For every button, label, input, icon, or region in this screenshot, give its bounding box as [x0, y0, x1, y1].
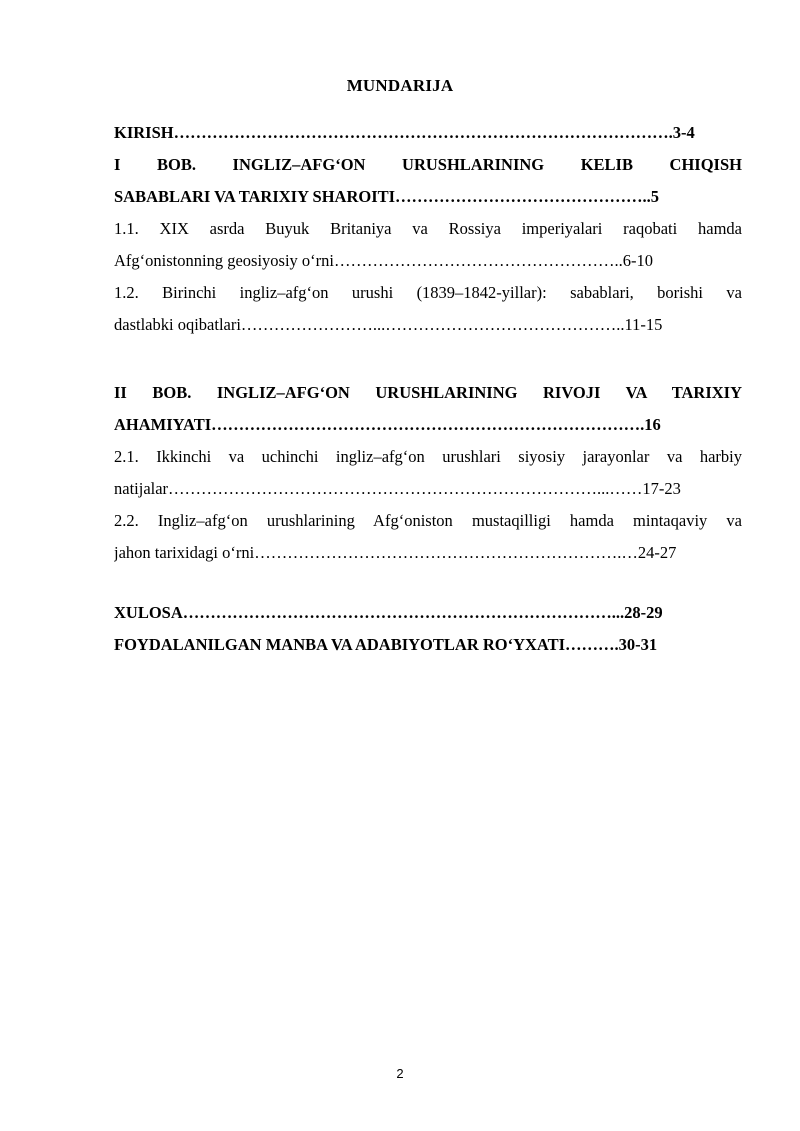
toc-entry-section-1-1-line-1: 1.1. XIX asrda Buyuk Britaniya va Rossiya imperiyalari raqobati hamda	[114, 219, 742, 238]
page-title: MUNDARIJA	[346, 76, 454, 95]
toc-entry-chapter-1-line-2: SABABLARI VA TARIXIY SHAROITI………………………………………..5	[114, 187, 660, 206]
toc-entry-section-1-2-line-1: 1.2. Birinchi ingliz–afg‘on urushi (1839–1842-yillar): sabablari, borishi va	[114, 283, 742, 302]
toc-block-chapter-1	[114, 117, 742, 341]
toc-block-end	[114, 597, 742, 661]
toc-entry-section-1-2-line-2: dastlabki oqibatlari……………………...……………………………………..11-15	[114, 315, 663, 334]
toc-entry-chapter-2-line-1: II BOB. INGLIZ–AFG‘ON URUSHLARINING RIVOJI VA TARIXIY	[114, 383, 742, 402]
toc-entry-section-2-1-line-2: natijalar……………………………………………………………………...……17-23	[114, 479, 681, 498]
toc-block-chapter-2	[114, 377, 742, 569]
toc-entry-references: FOYDALANILGAN MANBA VA ADABIYOTLAR RO‘YXATI……….30-31	[114, 635, 658, 654]
toc-entry-chapter-2-line-2: AHAMIYATI…………………………………………………………………….16	[114, 415, 661, 434]
toc-entry-section-2-2-line-1: 2.2. Ingliz–afg‘on urushlarining Afg‘oniston mustaqilligi hamda mintaqaviy va	[114, 511, 742, 530]
toc-entry-section-1-1-line-2: Afg‘onistonning geosiyosiy o‘rni……………………………………………..6-10	[114, 251, 653, 270]
toc-entry-section-2-2-line-2: jahon tarixidagi o‘rni………………………………………………………….…24-27	[114, 543, 677, 562]
toc-entry-chapter-1-line-1: I BOB. INGLIZ–AFG‘ON URUSHLARINING KELIB CHIQISH	[114, 155, 742, 174]
toc-entry-intro: KIRISH……………………………………………………………………………….3-4	[114, 123, 695, 142]
toc-entry-conclusion: XULOSA……………………………………………………………………...28-29	[114, 603, 663, 622]
toc-entry-section-2-1-line-1: 2.1. Ikkinchi va uchinchi ingliz–afg‘on urushlari siyosiy jarayonlar va harbiy	[114, 447, 742, 466]
page-number: 2	[396, 1066, 404, 1081]
